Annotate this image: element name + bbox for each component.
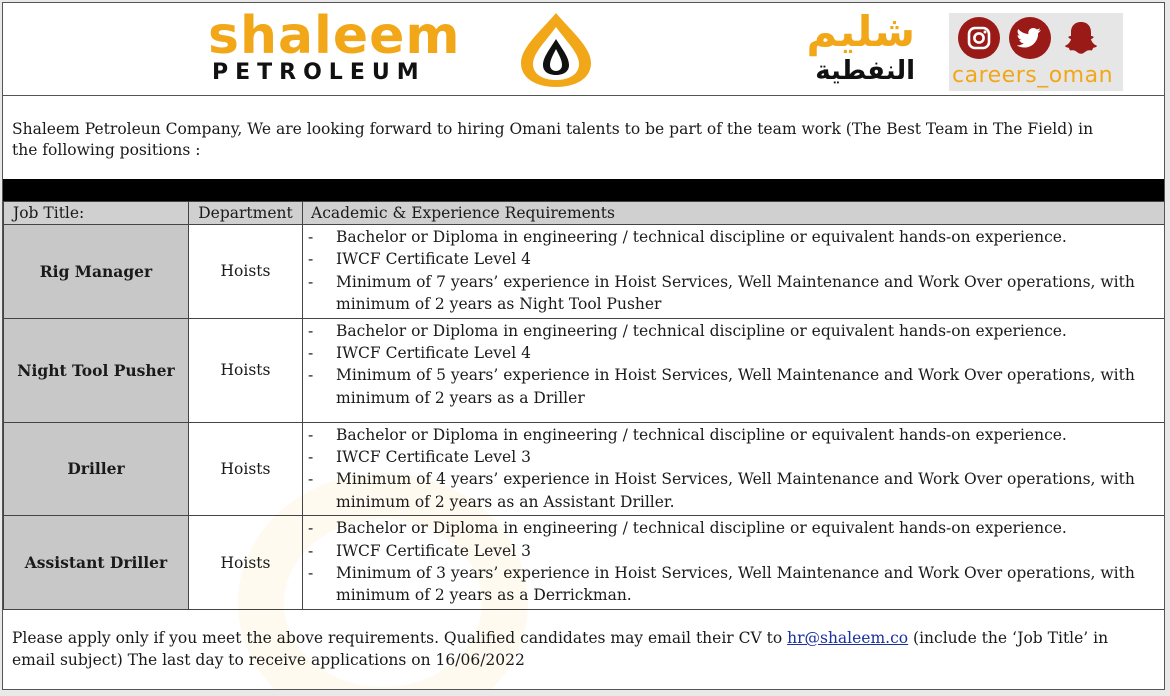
table-row-driller bbox=[4, 422, 1166, 516]
job-department: Hoists bbox=[189, 225, 303, 319]
social-icons bbox=[958, 17, 1102, 59]
job-title: Rig Manager bbox=[4, 225, 189, 319]
requirement-item: - Minimum of 5 years’ experience in Hoist Services, Well Maintenance and Work Over operations, with minimum of 2 years as a Driller bbox=[303, 364, 1165, 409]
header bbox=[3, 3, 1164, 96]
logo-arabic-subtitle: النفطية bbox=[815, 56, 915, 86]
table-row-assistant-driller bbox=[4, 516, 1166, 610]
job-department: Hoists bbox=[189, 318, 303, 422]
social-media-block bbox=[949, 13, 1123, 91]
job-department: Hoists bbox=[189, 516, 303, 610]
requirement-item: - Bachelor or Diploma in engineering / technical discipline or equivalent hands-on experience. bbox=[303, 517, 1165, 539]
requirement-item: - Minimum of 7 years’ experience in Hoist Services, Well Maintenance and Work Over operations, with minimum of 2 years as Night Tool Pusher bbox=[303, 271, 1165, 316]
header-department: Department bbox=[189, 202, 303, 225]
job-posting-page bbox=[2, 2, 1165, 690]
requirement-item: - IWCF Certificate Level 4 bbox=[303, 342, 1165, 364]
application-instructions bbox=[12, 627, 1142, 671]
section-divider-bar bbox=[3, 179, 1164, 201]
job-requirements bbox=[303, 422, 1166, 516]
job-department: Hoists bbox=[189, 422, 303, 516]
requirement-item: - IWCF Certificate Level 4 bbox=[303, 248, 1165, 270]
table-header-row bbox=[4, 202, 1166, 225]
instagram-icon[interactable] bbox=[958, 17, 1000, 59]
snapchat-icon[interactable] bbox=[1060, 17, 1102, 59]
job-title: Driller bbox=[4, 422, 189, 516]
twitter-icon[interactable] bbox=[1009, 17, 1051, 59]
requirement-item: - Bachelor or Diploma in engineering / technical discipline or equivalent hands-on experience. bbox=[303, 424, 1165, 446]
logo-subtitle: PETROLEUM bbox=[212, 60, 426, 85]
intro-text: Shaleem Petroleun Company, We are looking forward to hiring Omani talents to be part of the team work (The Best Team in The Field) in the following positions : bbox=[12, 120, 1094, 159]
company-logo-english bbox=[208, 6, 461, 85]
job-requirements bbox=[303, 318, 1166, 422]
job-title: Assistant Driller bbox=[4, 516, 189, 610]
company-logo-arabic bbox=[615, 7, 915, 85]
logo-arabic-word: شليم bbox=[806, 7, 915, 56]
header-requirements: Academic & Experience Requirements bbox=[303, 202, 1166, 225]
table-row-night-tool-pusher bbox=[4, 318, 1166, 422]
requirement-item: - Minimum of 3 years’ experience in Hoist Services, Well Maintenance and Work Over operations, with minimum of 2 years as a Derrickman. bbox=[303, 562, 1165, 607]
header-job-title: Job Title: bbox=[4, 202, 189, 225]
table-row-rig-manager bbox=[4, 225, 1166, 319]
requirement-item: - Bachelor or Diploma in engineering / technical discipline or equivalent hands-on experience. bbox=[303, 226, 1165, 248]
requirement-item: - Bachelor or Diploma in engineering / technical discipline or equivalent hands-on experience. bbox=[303, 320, 1165, 342]
email-link[interactable]: hr@shaleem.co bbox=[787, 629, 909, 647]
job-requirements bbox=[303, 225, 1166, 319]
requirement-item: - IWCF Certificate Level 3 bbox=[303, 540, 1165, 562]
footer-text-after: (include the ‘Job Title’ in email subject) The last day to receive applications on 16/06/2022 bbox=[12, 629, 1109, 669]
requirement-item: - Minimum of 4 years’ experience in Hoist Services, Well Maintenance and Work Over operations, with minimum of 2 years as an Assistant Driller. bbox=[303, 468, 1165, 513]
social-handle: careers_oman bbox=[952, 63, 1114, 88]
job-requirements bbox=[303, 516, 1166, 610]
job-title: Night Tool Pusher bbox=[4, 318, 189, 422]
logo-word: shaleem bbox=[208, 6, 461, 66]
drop-logo-icon bbox=[511, 9, 601, 89]
jobs-table bbox=[3, 201, 1165, 610]
requirement-item: - IWCF Certificate Level 3 bbox=[303, 446, 1165, 468]
footer-text-before: Please apply only if you meet the above requirements. Qualified candidates may email their CV to bbox=[12, 629, 788, 647]
